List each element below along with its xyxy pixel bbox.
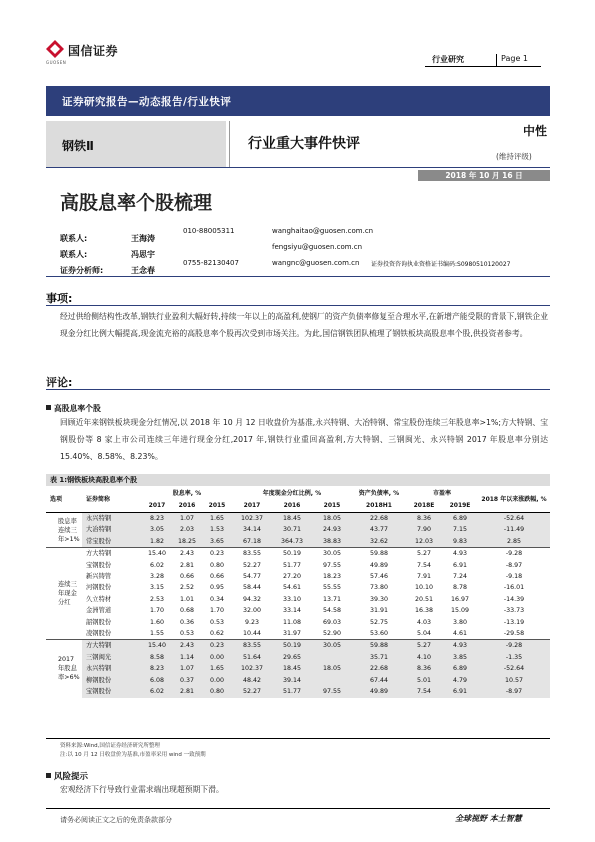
page-number: Page 1 [496,54,528,66]
pe-year-header: 2019E [449,502,471,509]
stock-name-cell: 宝钢股份 [86,561,112,569]
value-cell: 4.93 [442,640,478,652]
value-cell: 0.95 [209,584,225,592]
value-cell: 35.71 [352,652,406,663]
value-cell: -8.97 [478,686,550,697]
value-cell: 73.80 [369,584,389,592]
company-logo [46,38,166,70]
header-line [425,66,541,67]
value-cell: 8.23 [142,663,172,674]
value-cell: 2.43 [172,640,202,652]
footer-line [46,808,550,809]
value-cell: 33.10 [282,595,302,603]
value-cell: 59.88 [369,550,389,558]
value-cell: 48.42 [232,675,272,686]
cash-dividend-header: 年度现金分红比例, % [262,490,322,497]
value-cell: 7.91 [416,573,432,581]
stock-name-cell: 常宝股份 [82,536,142,548]
group-label: 2017 年股息率>6% [46,640,82,698]
table-row [46,560,550,571]
table-row [46,640,550,652]
value-cell: 0.23 [202,640,232,652]
value-cell: 15.09 [450,607,470,615]
value-cell: 83.55 [232,640,272,652]
value-cell: 39.14 [272,675,312,686]
year-header: 2015 [323,502,341,509]
header-category: 行业研究 [432,55,464,64]
group-label: 连续三年现金分红 [46,548,82,640]
table-row [46,675,550,686]
value-cell: -13.19 [503,618,525,626]
value-cell: 0.36 [179,618,195,626]
value-cell: 10.44 [242,630,262,638]
h1-header: 2018H1 [366,502,392,509]
value-cell: 58.44 [242,584,262,592]
value-cell: 2.52 [179,584,195,592]
contact-email[interactable]: fengsiyu@guosen.com.cn [272,243,363,251]
change-header: 2018 年以来涨跌幅, % [481,496,547,503]
value-cell: 18.45 [272,663,312,674]
table-row [46,605,550,616]
value-cell: 0.00 [202,675,232,686]
table-row [46,571,550,582]
sector-name: 钢铁Ⅱ [62,139,94,153]
value-cell: 49.89 [352,686,406,697]
value-cell: 22.68 [352,663,406,674]
value-cell: 2.03 [172,524,202,535]
value-cell: -14.39 [503,595,525,603]
value-cell: 2.81 [179,561,195,569]
value-cell: 8.78 [452,584,468,592]
table-title: 表 1:钢铁板块高股息率个股 [46,474,550,486]
value-cell: 4.61 [452,630,468,638]
value-cell: 1.70 [209,607,225,615]
value-cell: 0.34 [209,595,225,603]
value-cell: 1.01 [179,595,195,603]
value-cell: 7.54 [406,686,442,697]
table-source: 资料来源:Wind,国信证券经济研究所整理 [60,743,160,749]
table-row [46,536,550,548]
value-cell: 1.14 [172,652,202,663]
value-cell: 6.02 [142,686,172,697]
contact-role: 联系人: [60,234,88,243]
value-cell: 32.00 [242,607,262,615]
value-cell: 2.85 [478,536,550,548]
stock-name-cell: 永兴特钢 [82,513,142,525]
value-cell: -33.73 [503,607,525,615]
value-cell: 10.10 [414,584,434,592]
stock-name-cell: 方大特钢 [82,640,142,652]
value-cell: 18.25 [172,536,202,548]
value-cell: 0.62 [209,630,225,638]
value-cell: 30.05 [312,640,352,652]
stock-name-cell: 金洲管道 [86,607,112,615]
contact-name: 王念春 [131,266,155,275]
value-cell: 1.65 [202,663,232,674]
section-heading: 高股息率个股 [46,403,101,414]
stock-name-cell: 宝钢股份 [82,686,142,697]
events-title: 事项: [46,292,73,305]
contact-email[interactable]: wangnc@guosen.com.cn [272,259,360,267]
value-cell: -52.64 [478,513,550,525]
table-bottom-line [46,738,550,739]
footer-disclaimer: 请务必阅读正文之后的免责条款部分 [60,816,172,824]
value-cell: 43.77 [352,524,406,535]
page-title: 高股息率个股梳理 [60,192,213,214]
contact-name: 王海涛 [131,234,155,243]
value-cell: 7.15 [442,524,478,535]
value-cell: 8.36 [406,513,442,525]
value-cell: 102.37 [232,513,272,525]
value-cell: 7.24 [452,573,468,581]
table-note: 注:以 10 月 12 日收盘价为基准,市盈率采用 wind 一致预期 [60,752,206,758]
value-cell: 102.37 [232,663,272,674]
value-cell: 59.88 [352,640,406,652]
value-cell: 6.02 [149,561,165,569]
table-row [46,582,550,593]
divider [46,276,550,277]
report-type: 行业重大事件快评 [248,136,360,152]
value-cell: 1.53 [202,524,232,535]
value-cell: -16.01 [503,584,525,592]
value-cell: 18.05 [312,663,352,674]
value-cell: 69.03 [322,618,342,626]
stock-name-cell: 凌钢股份 [86,630,112,638]
value-cell: 5.04 [416,630,432,638]
divider [229,121,230,167]
value-cell: 16.38 [414,607,434,615]
value-cell: 51.64 [232,652,272,663]
year-header: 2015 [208,502,226,509]
year-header: 2016 [283,502,301,509]
report-band-text: 证券研究报告—动态报告/行业快评 [62,96,232,108]
value-cell: 3.05 [142,524,172,535]
debt-ratio-header: 资产负债率, % [358,490,400,497]
review-text: 回顾近年来钢铁板块现金分红情况,以 2018 年 10 月 12 日收盘价为基准,永兴特钢、大冶特钢、常宝股份连续三年股息率>1%;方大特钢、宝钢股份等 8 家上市公司连续三年进行现金分红,2017 年,钢铁行业重回高盈利,方大特钢、三钢闽光、永兴特钢 2017 年股息率分别达 15.40%、8.58%、8.23%。 [60,418,548,461]
value-cell: 364.73 [272,536,312,548]
value-cell: 7.54 [416,561,432,569]
value-cell: 4.10 [406,652,442,663]
contact-email[interactable]: wanghaitao@guosen.com.cn [272,227,374,235]
value-cell: 0.53 [209,618,225,626]
logo-sub: GUOSEN [46,60,67,65]
value-cell: 16.97 [450,595,470,603]
value-cell: 11.08 [282,618,302,626]
value-cell: 2.43 [179,550,195,558]
value-cell: -29.58 [503,630,525,638]
value-cell: 51.77 [272,686,312,697]
value-cell: 0.23 [209,550,225,558]
table-row [46,686,550,697]
value-cell: 4.03 [416,618,432,626]
stock-name-cell: 永兴特钢 [82,663,142,674]
stock-name-cell: 久立特材 [86,595,112,603]
value-cell: 4.93 [452,550,468,558]
value-cell: 50.19 [272,640,312,652]
contact-phone: 010-88005311 [183,227,235,235]
value-cell: 4.79 [442,675,478,686]
value-cell: 1.07 [172,513,202,525]
risk-title: 风险提示 [46,770,88,782]
stock-name-cell: 韶钢股份 [86,618,112,626]
value-cell: 97.55 [322,561,342,569]
value-cell: 20.51 [414,595,434,603]
contact-role: 联系人: [60,250,88,259]
risk-text: 宏观经济下行导致行业需求端出现超预期下滑。 [60,785,224,794]
rating-note: (维持评级) [496,152,532,161]
value-cell: 54.61 [282,584,302,592]
value-cell: 1.55 [149,630,165,638]
value-cell: 8.58 [142,652,172,663]
value-cell: 53.60 [369,630,389,638]
bullet-square-icon [46,773,51,778]
table-row [46,617,550,628]
value-cell: 38.83 [312,536,352,548]
value-cell: 0.80 [202,686,232,697]
stock-name-cell: 方大特钢 [86,550,112,558]
value-cell: 0.37 [172,675,202,686]
footer-slogan: 全球视野 本土智慧 [455,814,522,823]
table-row [46,663,550,674]
value-cell: 6.91 [442,686,478,697]
value-cell: 2.53 [149,595,165,603]
value-cell: 3.28 [149,573,165,581]
value-cell: 33.14 [282,607,302,615]
value-cell: 13.71 [322,595,342,603]
value-cell: 31.91 [369,607,389,615]
value-cell: 7.90 [406,524,442,535]
value-cell: 3.85 [442,652,478,663]
value-cell: -1.35 [478,652,550,663]
value-cell: 9.83 [442,536,478,548]
year-header: 2016 [178,502,196,509]
rating: 中性 [523,124,548,138]
value-cell: 6.91 [452,561,468,569]
value-cell: 8.36 [406,663,442,674]
value-cell: -9.18 [505,573,523,581]
divider [46,167,550,168]
value-cell: 52.27 [242,561,262,569]
value-cell: 55.55 [322,584,342,592]
value-cell: 9.23 [244,618,260,626]
value-cell: 52.90 [322,630,342,638]
pe-year-header: 2018E [413,502,435,509]
value-cell: -52.64 [478,663,550,674]
value-cell: 52.27 [232,686,272,697]
value-cell: 50.19 [282,550,302,558]
value-cell: 3.65 [202,536,232,548]
value-cell [312,652,352,663]
value-cell: 54.58 [322,607,342,615]
bullet-square-icon [46,405,51,410]
value-cell: 8.23 [142,513,172,525]
value-cell: 24.93 [312,524,352,535]
value-cell: -9.28 [505,550,523,558]
value-cell: 0.53 [179,630,195,638]
pe-header: 市盈率 [432,490,451,497]
stock-name-cell: 新兴铸管 [86,573,112,581]
value-cell: 0.68 [179,607,195,615]
dividend-table [46,488,550,698]
value-cell: 6.08 [142,675,172,686]
value-cell: 3.15 [149,584,165,592]
value-cell: -11.49 [478,524,550,535]
contact-phone: 0755-82130407 [183,259,239,267]
value-cell: 29.65 [272,652,312,663]
value-cell: 0.66 [179,573,195,581]
value-cell: 97.55 [312,686,352,697]
value-cell: 5.27 [406,640,442,652]
value-cell: 0.80 [209,561,225,569]
value-cell: 22.68 [352,513,406,525]
col-choice-header: 选项 [50,496,63,503]
col-name-header: 证券简称 [86,496,111,503]
value-cell: 94.32 [242,595,262,603]
contact-name: 冯思宇 [131,250,155,259]
value-cell: 2.81 [172,686,202,697]
value-cell [312,675,352,686]
dividend-yield-header: 股息率, % [172,490,202,497]
value-cell: 39.30 [369,595,389,603]
value-cell: 1.60 [149,618,165,626]
table-row [46,628,550,640]
value-cell: 15.40 [142,640,172,652]
value-cell: 54.77 [242,573,262,581]
value-cell: 31.97 [282,630,302,638]
value-cell: 15.40 [147,550,167,558]
value-cell: -8.97 [505,561,523,569]
value-cell: 67.18 [232,536,272,548]
value-cell: 34.14 [232,524,272,535]
value-cell: 49.89 [369,561,389,569]
value-cell: 83.55 [242,550,262,558]
value-cell: 51.77 [282,561,302,569]
value-cell: 1.82 [142,536,172,548]
value-cell: 12.03 [406,536,442,548]
year-header: 2017 [148,502,166,509]
value-cell: 1.70 [149,607,165,615]
group-label: 股息率连续三年>1% [46,513,82,548]
value-cell: 10.57 [478,675,550,686]
logo-mark-icon [46,40,64,58]
divider [46,389,550,390]
value-cell: 18.45 [272,513,312,525]
divider [46,305,550,306]
value-cell: 57.46 [369,573,389,581]
value-cell: 1.07 [172,663,202,674]
stock-name-cell: 大冶特钢 [82,524,142,535]
value-cell: 30.71 [272,524,312,535]
value-cell: 27.20 [282,573,302,581]
stock-name-cell: 三钢闽光 [82,652,142,663]
table-row [46,524,550,535]
value-cell: 5.27 [416,550,432,558]
value-cell: 30.05 [322,550,342,558]
value-cell: 0.66 [209,573,225,581]
value-cell: 6.89 [442,663,478,674]
value-cell: 52.75 [369,618,389,626]
table-row [46,594,550,605]
value-cell: 3.80 [452,618,468,626]
value-cell: 32.62 [352,536,406,548]
review-title: 评论: [46,376,73,389]
table-row [46,513,550,525]
value-cell: 1.65 [202,513,232,525]
value-cell: 18.23 [322,573,342,581]
value-cell: 0.00 [202,652,232,663]
year-header: 2017 [243,502,261,509]
report-date: 2018 年 10 月 16 日 [445,171,523,180]
contact-role: 证券分析师: [60,266,104,275]
stock-name-cell: 河钢股份 [86,584,112,592]
value-cell: 67.44 [352,675,406,686]
value-cell: 6.89 [442,513,478,525]
logo-name: 国信证券 [68,44,119,58]
value-cell: 5.01 [406,675,442,686]
value-cell: 18.05 [312,513,352,525]
table-row [46,548,550,560]
stock-name-cell: 柳钢股份 [82,675,142,686]
value-cell: -9.28 [478,640,550,652]
events-text: 经过供给侧结构性改革,钢铁行业盈利大幅好转,持续一年以上的高盈利,使钢厂的资产负债率修复至合理水平,在新增产能受限的背景下,钢铁企业现金分红比例大幅提高,现金流充裕的高股息率个股再次受到市场关注。为此,国信钢铁团队梳理了钢铁板块高股息率个股,供投资者参考。 [60,312,548,338]
table-row [46,652,550,663]
contact-cert: 证券投资咨询执业资格证书编码:S0980510120027 [371,261,511,268]
